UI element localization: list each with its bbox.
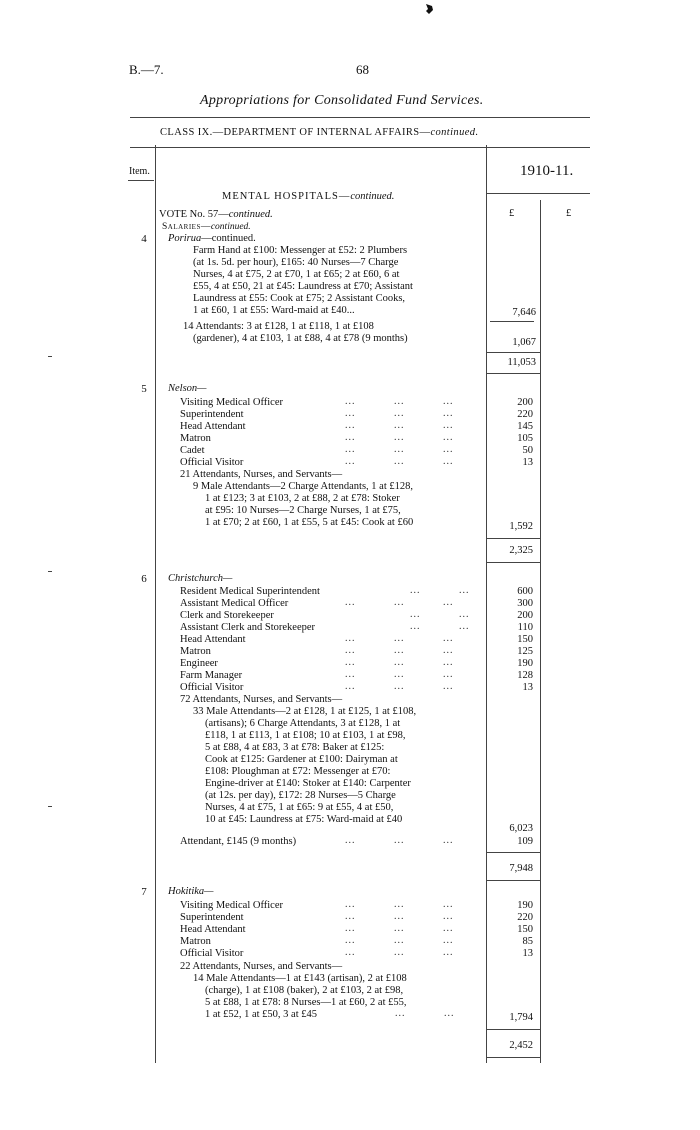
margin-tick [48, 806, 52, 807]
class-line: CLASS IX.—DEPARTMENT OF INTERNAL AFFAIRS— [160, 127, 431, 138]
pound-header-1: £ [509, 208, 515, 219]
hokitika-total-rule [487, 1029, 540, 1030]
leader-dots: ... ... ... [345, 597, 454, 608]
nelson-end-rule [487, 562, 540, 563]
christchurch-row-amount: 200 [517, 610, 533, 621]
christchurch-total: 7,948 [509, 863, 533, 874]
nelson-row-label: Cadet [180, 445, 205, 456]
christchurch-line: Cook at £125: Gardener at £100: Dairyman at [205, 754, 398, 765]
christchurch-row-amount: 13 [522, 682, 533, 693]
leader-dots: ... ... ... [345, 645, 454, 656]
nelson-row-amount: 220 [517, 409, 533, 420]
porirua-line: (gardener), 4 at £103, 1 at £88, 4 at £78 (9 months) [193, 333, 408, 344]
leader-dots: ... ... ... [345, 444, 454, 455]
nelson-row-amount: 145 [517, 421, 533, 432]
leader-dots: ... ... [410, 621, 470, 632]
leader-dots: ... ... ... [345, 899, 454, 910]
christchurch-line: 5 at £88, 4 at £83, 3 at £78: Baker at £125: [205, 742, 385, 753]
vote-label-cont: continued. [228, 209, 273, 220]
nelson-row-amount: 200 [517, 397, 533, 408]
porirua-line: 14 Attendants: 3 at £128, 1 at £118, 1 at £108 [183, 321, 374, 332]
leader-dots: ... ... ... [345, 420, 454, 431]
item-number: 4 [141, 233, 147, 245]
christchurch-row-label: Engineer [180, 658, 218, 669]
porirua-amount: 7,646 [512, 307, 536, 318]
section-heading [222, 191, 394, 203]
hokitika-line: 1 at £52, 1 at £50, 3 at £45 [205, 1009, 317, 1020]
nelson-row-amount: 105 [517, 433, 533, 444]
porirua-total: 11,053 [507, 357, 536, 368]
christchurch-row-label: Assistant Clerk and Storekeeper [180, 622, 316, 633]
christchurch-row-amount: 190 [517, 658, 533, 669]
hokitika-amount: 1,794 [509, 1012, 533, 1023]
salaries-line [162, 221, 251, 233]
item-column-rule [155, 145, 156, 1063]
porirua-end-rule [487, 373, 540, 374]
item-header-underline [128, 180, 154, 181]
christchurch-end-rule [487, 880, 540, 881]
nelson-row-amount: 50 [522, 445, 533, 456]
nelson-line: 1 at £123; 3 at £103, 2 at £88, 2 at £78: Stoker [205, 493, 400, 504]
header-rule-bottom [130, 147, 590, 148]
christchurch-line: 10 at £45: Laundress at £75: Ward-maid at £40 [205, 814, 403, 825]
class-line-cont: continued. [430, 127, 479, 138]
leader-dots: ... ... [410, 585, 470, 596]
porirua-line: 1 at £60, 1 at £55: Ward-maid at £40... [193, 305, 355, 316]
christchurch-row-label: Clerk and Storekeeper [180, 610, 274, 621]
christchurch-line: £118, 1 at £113, 1 at £108; 10 at £103, 1 at £98, [205, 730, 406, 741]
christchurch-row-label: Farm Manager [180, 670, 243, 681]
porirua-heading [168, 233, 256, 245]
porirua-line: Nurses, 4 at £75, 2 at £70, 1 at £65; 2 at £60, 6 at [193, 269, 400, 280]
leader-dots: ... ... ... [345, 669, 454, 680]
leader-dots: ... ... [395, 1008, 455, 1019]
leader-dots: ... ... ... [345, 681, 454, 692]
leader-dots: ... ... [410, 609, 470, 620]
nelson-total-rule [487, 538, 540, 539]
leader-dots: ... ... ... [345, 657, 454, 668]
christchurch-attendant-amount: 109 [517, 836, 533, 847]
christchurch-row-label: Resident Medical Superintendent [180, 586, 320, 597]
porirua-line: £55, 4 at £50, 21 at £45: Laundress at £70; Assistant [193, 281, 413, 292]
porirua-line: Laundress at £55: Cook at £75; 2 Assistant Cooks, [193, 293, 406, 304]
page-title: Appropriations for Consolidated Fund Services. [200, 93, 484, 108]
christchurch-attendant: Attendant, £145 (9 months) [180, 836, 297, 847]
christchurch-row-amount: 150 [517, 634, 533, 645]
hokitika-line: (charge), 1 at £108 (baker), 2 at £103, 2 at £98, [205, 985, 404, 996]
nelson-line: at £95: 10 Nurses—2 Charge Nurses, 1 at £75, [205, 505, 401, 516]
christchurch-line: (at 12s. per day), £172: 28 Nurses—5 Charge [205, 790, 396, 801]
christchurch-row-amount: 125 [517, 646, 533, 657]
header-rule-top [130, 117, 590, 118]
hokitika-line: 14 Male Attendants—1 at £143 (artisan), 2 at £108 [193, 973, 407, 984]
porirua-amount: 1,067 [512, 337, 536, 348]
nelson-row-label: Visiting Medical Officer [180, 397, 283, 408]
leader-dots: ... ... ... [345, 911, 454, 922]
nelson-amount: 1,592 [509, 521, 533, 532]
nelson-row-amount: 13 [522, 457, 533, 468]
hokitika-row-label: Visiting Medical Officer [180, 900, 283, 911]
salaries-label-cont: continued. [210, 222, 251, 232]
christchurch-row-label: Matron [180, 646, 211, 657]
nelson-row-label: Matron [180, 433, 211, 444]
hokitika-end-rule [487, 1057, 540, 1058]
leader-dots: ... ... ... [345, 947, 454, 958]
margin-tick [48, 571, 52, 572]
nelson-heading: Nelson— [168, 383, 207, 394]
nelson-row-label: Head Attendant [180, 421, 246, 432]
year-header: 1910-11. [520, 163, 574, 179]
christchurch-line: Nurses, 4 at £75, 1 at £65: 9 at £55, 4 at £50, [205, 802, 394, 813]
christchurch-row-label: Official Visitor [180, 682, 244, 693]
hokitika-row-amount: 13 [522, 948, 533, 959]
leader-dots: ... ... ... [345, 923, 454, 934]
christchurch-total-rule [487, 852, 540, 853]
page-number: 68 [356, 62, 369, 77]
item-column-header: Item. [129, 166, 150, 177]
porirua-line: (at 1s. 5d. per hour), £165: 40 Nurses—7 Charge [193, 257, 399, 268]
document-ref: B.—7. [129, 62, 164, 77]
vote-label: VOTE No. 57— [159, 209, 229, 220]
christchurch-line: £108: Ploughman at £72: Messenger at £70: [205, 766, 391, 777]
item-number: 7 [141, 886, 147, 898]
christchurch-group: 72 Attendants, Nurses, and Servants— [180, 694, 343, 705]
christchurch-amount: 6,023 [509, 823, 533, 834]
nelson-row-label: Official Visitor [180, 457, 244, 468]
amount-column-rule-mid [540, 200, 541, 1063]
nelson-row-label: Superintendent [180, 409, 244, 420]
hokitika-row-amount: 220 [517, 912, 533, 923]
porirua-name-cont: —continued. [201, 233, 256, 244]
porirua-line: Farm Hand at £100: Messenger at £52: 2 Plumbers [193, 245, 408, 256]
christchurch-row-amount: 600 [517, 586, 533, 597]
porirua-name: Porirua [168, 233, 202, 244]
hokitika-row-label: Matron [180, 936, 211, 947]
leader-dots: ... ... ... [345, 835, 454, 846]
hokitika-row-amount: 150 [517, 924, 533, 935]
item-number: 5 [141, 383, 147, 395]
printer-mark [424, 2, 434, 14]
vote-line [159, 209, 273, 221]
item-number: 6 [141, 573, 147, 585]
hokitika-heading: Hokitika— [168, 886, 214, 897]
hokitika-row-label: Official Visitor [180, 948, 244, 959]
nelson-line: 9 Male Attendants—2 Charge Attendants, 1 at £128, [193, 481, 413, 492]
christchurch-row-label: Assistant Medical Officer [180, 598, 289, 609]
hokitika-group: 22 Attendants, Nurses, and Servants— [180, 961, 343, 972]
leader-dots: ... ... ... [345, 396, 454, 407]
hokitika-row-label: Superintendent [180, 912, 244, 923]
christchurch-row-amount: 300 [517, 598, 533, 609]
christchurch-line: (artisans); 6 Charge Attendants, 3 at £128, 1 at [205, 718, 401, 729]
leader-dots: ... ... ... [345, 935, 454, 946]
nelson-total: 2,325 [509, 545, 533, 556]
christchurch-row-amount: 110 [517, 622, 533, 633]
hokitika-line: 5 at £88, 1 at £78: 8 Nurses—1 at £60, 2 at £55, [205, 997, 407, 1008]
pound-header-2: £ [566, 208, 572, 219]
leader-dots: ... ... ... [345, 456, 454, 467]
hokitika-total: 2,452 [509, 1040, 533, 1051]
section-title-cont: continued. [350, 191, 395, 202]
christchurch-line: Engine-driver at £140: Stoker at £140: Carpenter [205, 778, 411, 789]
hokitika-row-amount: 85 [522, 936, 533, 947]
porirua-total-rule [487, 352, 540, 353]
hokitika-row-amount: 190 [517, 900, 533, 911]
leader-dots: ... ... ... [345, 408, 454, 419]
salaries-label: Salaries— [162, 222, 211, 232]
porirua-subrule [490, 321, 534, 322]
nelson-line: 1 at £70; 2 at £60, 1 at £55, 5 at £45: Cook at £60 [205, 517, 414, 528]
hokitika-row-label: Head Attendant [180, 924, 246, 935]
class-heading [160, 127, 478, 139]
leader-dots: ... ... ... [345, 432, 454, 443]
leader-dots: ... ... ... [345, 633, 454, 644]
christchurch-row-amount: 128 [517, 670, 533, 681]
nelson-group: 21 Attendants, Nurses, and Servants— [180, 469, 343, 480]
christchurch-heading: Christchurch— [168, 573, 233, 584]
christchurch-line: 33 Male Attendants—2 at £128, 1 at £125, 1 at £108, [193, 706, 417, 717]
year-header-rule [487, 193, 590, 194]
christchurch-row-label: Head Attendant [180, 634, 246, 645]
margin-tick [48, 356, 52, 357]
section-title: MENTAL HOSPITALS— [222, 191, 351, 202]
